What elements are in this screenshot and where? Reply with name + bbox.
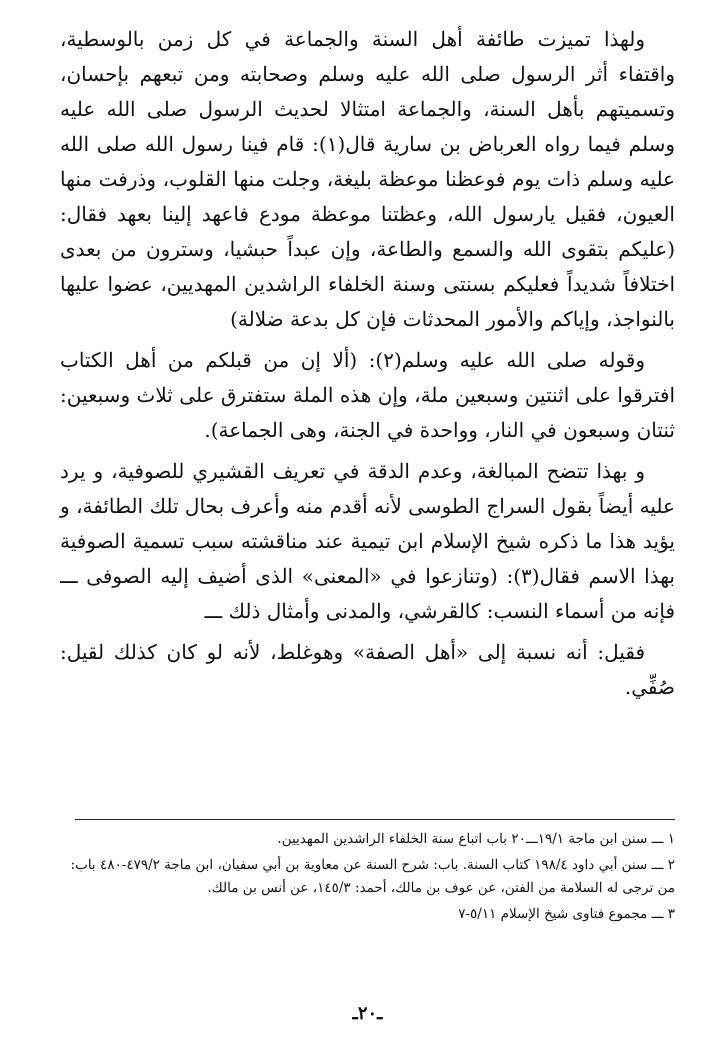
body-paragraph-2: وقوله صلى الله عليه وسلم(٢): (ألا إن من قبلكم من أهل الكتاب افترقوا على اثنتين وسبعين ملة، وإن هذه الملة ستفترق على ثلاث وسبعين: ثنتان وسبعون في النار، وواحدة في الجنة، وهى الجماعة). bbox=[60, 348, 675, 442]
footnote-1: ١ ـــ سنن ابن ماجة ١٩/١ـــ٢٠ باب اتباع سنة الخلفاء الراشدين المهديين. bbox=[277, 831, 675, 847]
footnotes bbox=[60, 828, 675, 929]
footnote-2: ٢ ـــ سنن أبي داود ١٩٨/٤ كتاب السنة. باب: شرح السنة عن معاوية بن أبي سفيان، ابن ماجة ٤٧٩/٢-٤٨٠ باب: من ترجى له السلامة من الفتن، عن عوف بن مالك، أحمد: ١٤٥/٣، عن أنس بن مالك. bbox=[70, 857, 675, 896]
footnote-divider bbox=[75, 819, 675, 820]
document-page bbox=[60, 22, 675, 1050]
footnote-3: ٣ ـــ مجموع فتاوى شيخ الإسلام ٥/١١-٧ bbox=[458, 906, 675, 922]
body-paragraph-3: و بهذا تتضح المبالغة، وعدم الدقة في تعريف القشيري للصوفية، و يرد عليه أيضاً بقول السراج الطوسى لأنه أقدم منه وأعرف بحال تلك الطائفة، و يؤيد هذا ما ذكره شيخ الإسلام ابن تيمية عند مناقشته سبب تسمية الصوفية بهذا الاسم فقال(٣): (وتنازعوا في «المعنى» الذى أضيف إليه الصوفى ـــ فإنه من أسماء النسب: كالقرشي، والمدنى وأمثال ذلك ـــ bbox=[60, 459, 675, 623]
body-paragraph-4: فقيل: أنه نسبة إلى «أهل الصفة» وهوغلط، لأنه لو كان كذلك لقيل: صُفِّي. bbox=[60, 640, 675, 699]
body-paragraph-1: ولهذا تميزت طائفة أهل السنة والجماعة في كل زمن بالوسطية، واقتفاء أثر الرسول صلى الله عليه وسلم وصحابته ومن تبعهم بإحسان، وتسميتهم بأهل السنة، والجماعة امتثالا لحديث الرسول صلى الله عليه وسلم فيما رواه العرباض بن سارية قال(١): قام فينا رسول الله صلى الله عليه وسلم ذات يوم فوعظنا موعظة بليغة، وجلت منها القلوب، وذرفت منها العيون، فقيل يارسول الله، وعظتنا موعظة مودع فاعهد إلينا بعهد فقال: (عليكم بتقوى الله والسمع والطاعة، وإن عبداً حبشيا، وسترون من بعدى اختلافاً شديداً فعليكم بسنتى وسنة الخلفاء الراشدين المهديين، عضوا عليها بالنواجذ، وإياكم والأمور المحدثات فإن كل بدعة ضلالة) bbox=[60, 27, 675, 331]
page-number: ـ٢٠ـ bbox=[352, 1003, 383, 1024]
